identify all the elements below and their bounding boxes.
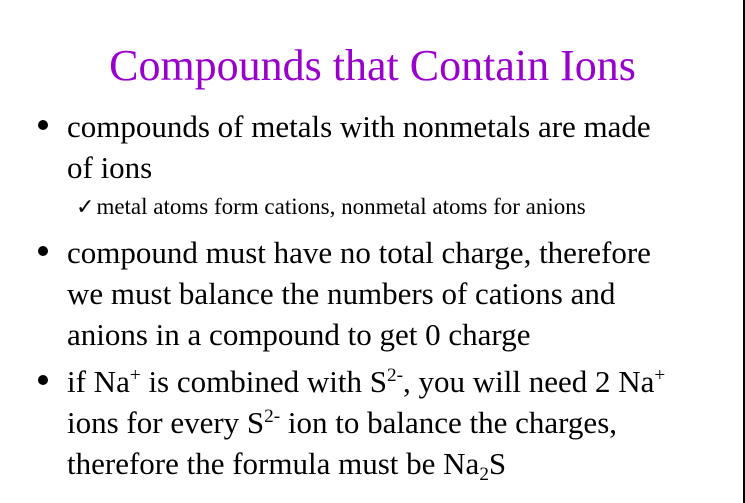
bullet-line (67, 361, 737, 402)
bullet-line: compound must have no total charge, therefore (67, 235, 651, 270)
charge-superscript: 2- (264, 406, 281, 428)
bullet-dot-icon (38, 246, 48, 256)
formula-subscript: 2 (479, 463, 489, 485)
bullet-line: anions in a compound to get 0 charge (67, 317, 531, 352)
bullet-line (67, 443, 737, 484)
bullet-text-1 (67, 106, 737, 188)
sub-bullet-item (76, 192, 586, 223)
bullet-text-3 (67, 361, 737, 484)
text-run: is combined with S (140, 364, 387, 399)
bullet-dot-icon (38, 120, 48, 130)
bullet-text-2 (67, 232, 737, 355)
text-run: , you will need 2 Na (402, 364, 655, 399)
charge-superscript: 2- (386, 365, 403, 387)
charge-superscript: + (129, 365, 141, 387)
bullet-dot-icon (38, 375, 48, 385)
sub-bullet-text: metal atoms form cations, nonmetal atoms for anions (96, 194, 586, 219)
bullet-line: we must balance the numbers of cations and (67, 276, 616, 311)
text-run: therefore the formula must be Na (67, 446, 480, 481)
text-run: ions for every S (67, 405, 265, 440)
slide-title: Compounds that Contain Ions (109, 41, 636, 90)
checkmark-icon: ✓ (76, 195, 95, 220)
charge-superscript: + (654, 365, 666, 387)
text-run: S (488, 446, 507, 481)
bullet-line: compounds of metals with nonmetals are made (67, 109, 651, 144)
text-run: if Na (67, 364, 130, 399)
text-run: ion to balance the charges, (280, 405, 618, 440)
bullet-line: of ions (67, 150, 153, 185)
bullet-line (67, 402, 737, 443)
